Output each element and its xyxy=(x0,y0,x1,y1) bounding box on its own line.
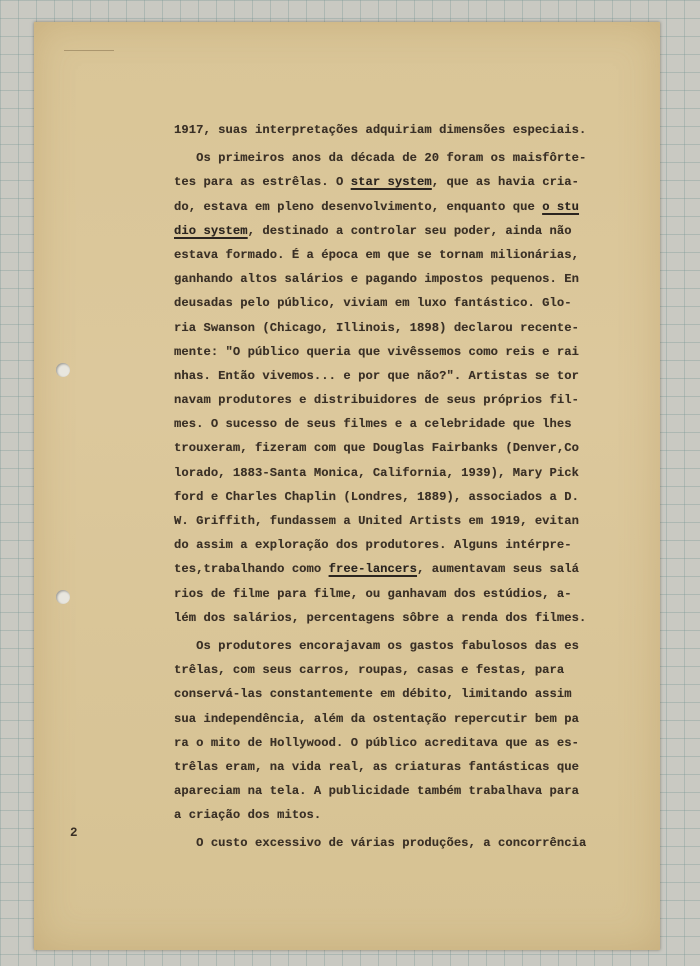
line-text-continued: , destinado a controlar seu poder, ainda não xyxy=(247,223,572,238)
line-text: navam produtores e distribuidores de seus próprios fil- xyxy=(174,393,580,408)
line-text: deusadas pelo público, viviam em luxo fantástico. Glo- xyxy=(174,296,572,311)
line-text: estava formado. É a época em que se tornam milionárias, xyxy=(174,247,580,262)
text-line xyxy=(174,606,594,630)
text-line xyxy=(174,291,594,315)
line-text: O custo excessivo de várias produções, a concorrência xyxy=(174,836,587,851)
line-text-continued: , aumentavam seus salá xyxy=(417,562,580,577)
underlined-term: free-lancers xyxy=(328,562,418,577)
line-text: ford e Charles Chaplin (Londres, 1889), associados a D. xyxy=(174,489,580,504)
line-text: W. Griffith, fundassem a United Artists em 1919, evitan xyxy=(174,514,580,528)
text-line xyxy=(174,388,594,412)
text-line xyxy=(174,170,594,194)
line-text: conservá-las constantemente em débito, limitando assim xyxy=(174,687,572,702)
text-line xyxy=(174,831,594,855)
text-line xyxy=(174,582,594,606)
line-text: tes,trabalhando como xyxy=(174,562,329,577)
line-text: lorado, 1883-Santa Monica, California, 1939), Mary Pick xyxy=(174,465,580,480)
line-text: tes para as estrêlas. O xyxy=(174,175,351,190)
text-line xyxy=(174,557,594,581)
text-line xyxy=(174,682,594,706)
line-text: sua independência, além da ostentação repercutir bem pa xyxy=(174,711,580,726)
text-line xyxy=(174,461,594,485)
underlined-term: dio system xyxy=(174,223,248,238)
underlined-term: o stu xyxy=(542,199,580,214)
text-line xyxy=(174,316,594,340)
line-text: apareciam na tela. A publicidade também trabalhava para xyxy=(174,784,580,799)
line-text: mente: "O público queria que vivêssemos como reis e rai xyxy=(174,344,580,359)
line-text: do assim a exploração dos produtores. Alguns intérpre- xyxy=(174,538,572,553)
text-line xyxy=(174,533,594,557)
punch-hole xyxy=(56,590,70,604)
line-text: 1917, suas interpretações adquiriam dimensões especiais. xyxy=(174,123,587,137)
text-line xyxy=(174,436,594,460)
text-line xyxy=(174,634,594,658)
line-text: ra o mito de Hollywood. O público acreditava que as es- xyxy=(174,735,580,750)
punch-hole xyxy=(56,363,70,377)
line-text: rios de filme para filme, ou ganhavam dos estúdios, a- xyxy=(174,586,572,601)
text-line xyxy=(174,195,594,219)
text-line xyxy=(174,658,594,682)
line-text: Os primeiros anos da década de 20 foram os maisfôrte- xyxy=(174,151,587,166)
text-line xyxy=(174,219,594,243)
text-line xyxy=(174,779,594,803)
text-line xyxy=(174,485,594,509)
line-text: ganhando altos salários e pagando impostos pequenos. En xyxy=(174,272,580,287)
text-line xyxy=(174,412,594,436)
line-text: mes. O sucesso de seus filmes e a celebridade que lhes xyxy=(174,417,572,432)
text-line xyxy=(174,146,594,170)
text-line xyxy=(174,267,594,291)
line-text: trêlas eram, na vida real, as criaturas fantásticas que xyxy=(174,759,580,774)
line-text: a criação dos mitos. xyxy=(174,808,322,823)
line-text: ria Swanson (Chicago, Illinois, 1898) declarou recente- xyxy=(174,320,580,335)
page-number: 2 xyxy=(70,826,78,840)
body-text xyxy=(174,118,594,856)
text-line xyxy=(174,118,594,142)
underlined-term: star system xyxy=(350,175,432,190)
line-text-continued: , que as havia cria- xyxy=(431,175,580,190)
text-line xyxy=(174,340,594,364)
line-text: trêlas, com seus carros, roupas, casas e festas, para xyxy=(174,663,565,678)
line-text: lém dos salários, percentagens sôbre a renda dos filmes. xyxy=(174,610,587,625)
text-line xyxy=(174,755,594,779)
line-text: nhas. Então vivemos... e por que não?". Artistas se tor xyxy=(174,368,580,383)
line-text: Os produtores encorajavam os gastos fabulosos das es xyxy=(174,638,580,653)
text-line xyxy=(174,803,594,827)
line-text: do, estava em pleno desenvolvimento, enquanto que xyxy=(174,199,543,214)
line-text: trouxeram, fizeram com que Douglas Fairbanks (Denver,Co xyxy=(174,441,580,456)
text-line xyxy=(174,509,594,533)
page-edge-mark xyxy=(64,50,114,51)
text-line xyxy=(174,707,594,731)
text-line xyxy=(174,731,594,755)
text-line xyxy=(174,243,594,267)
text-line xyxy=(174,364,594,388)
